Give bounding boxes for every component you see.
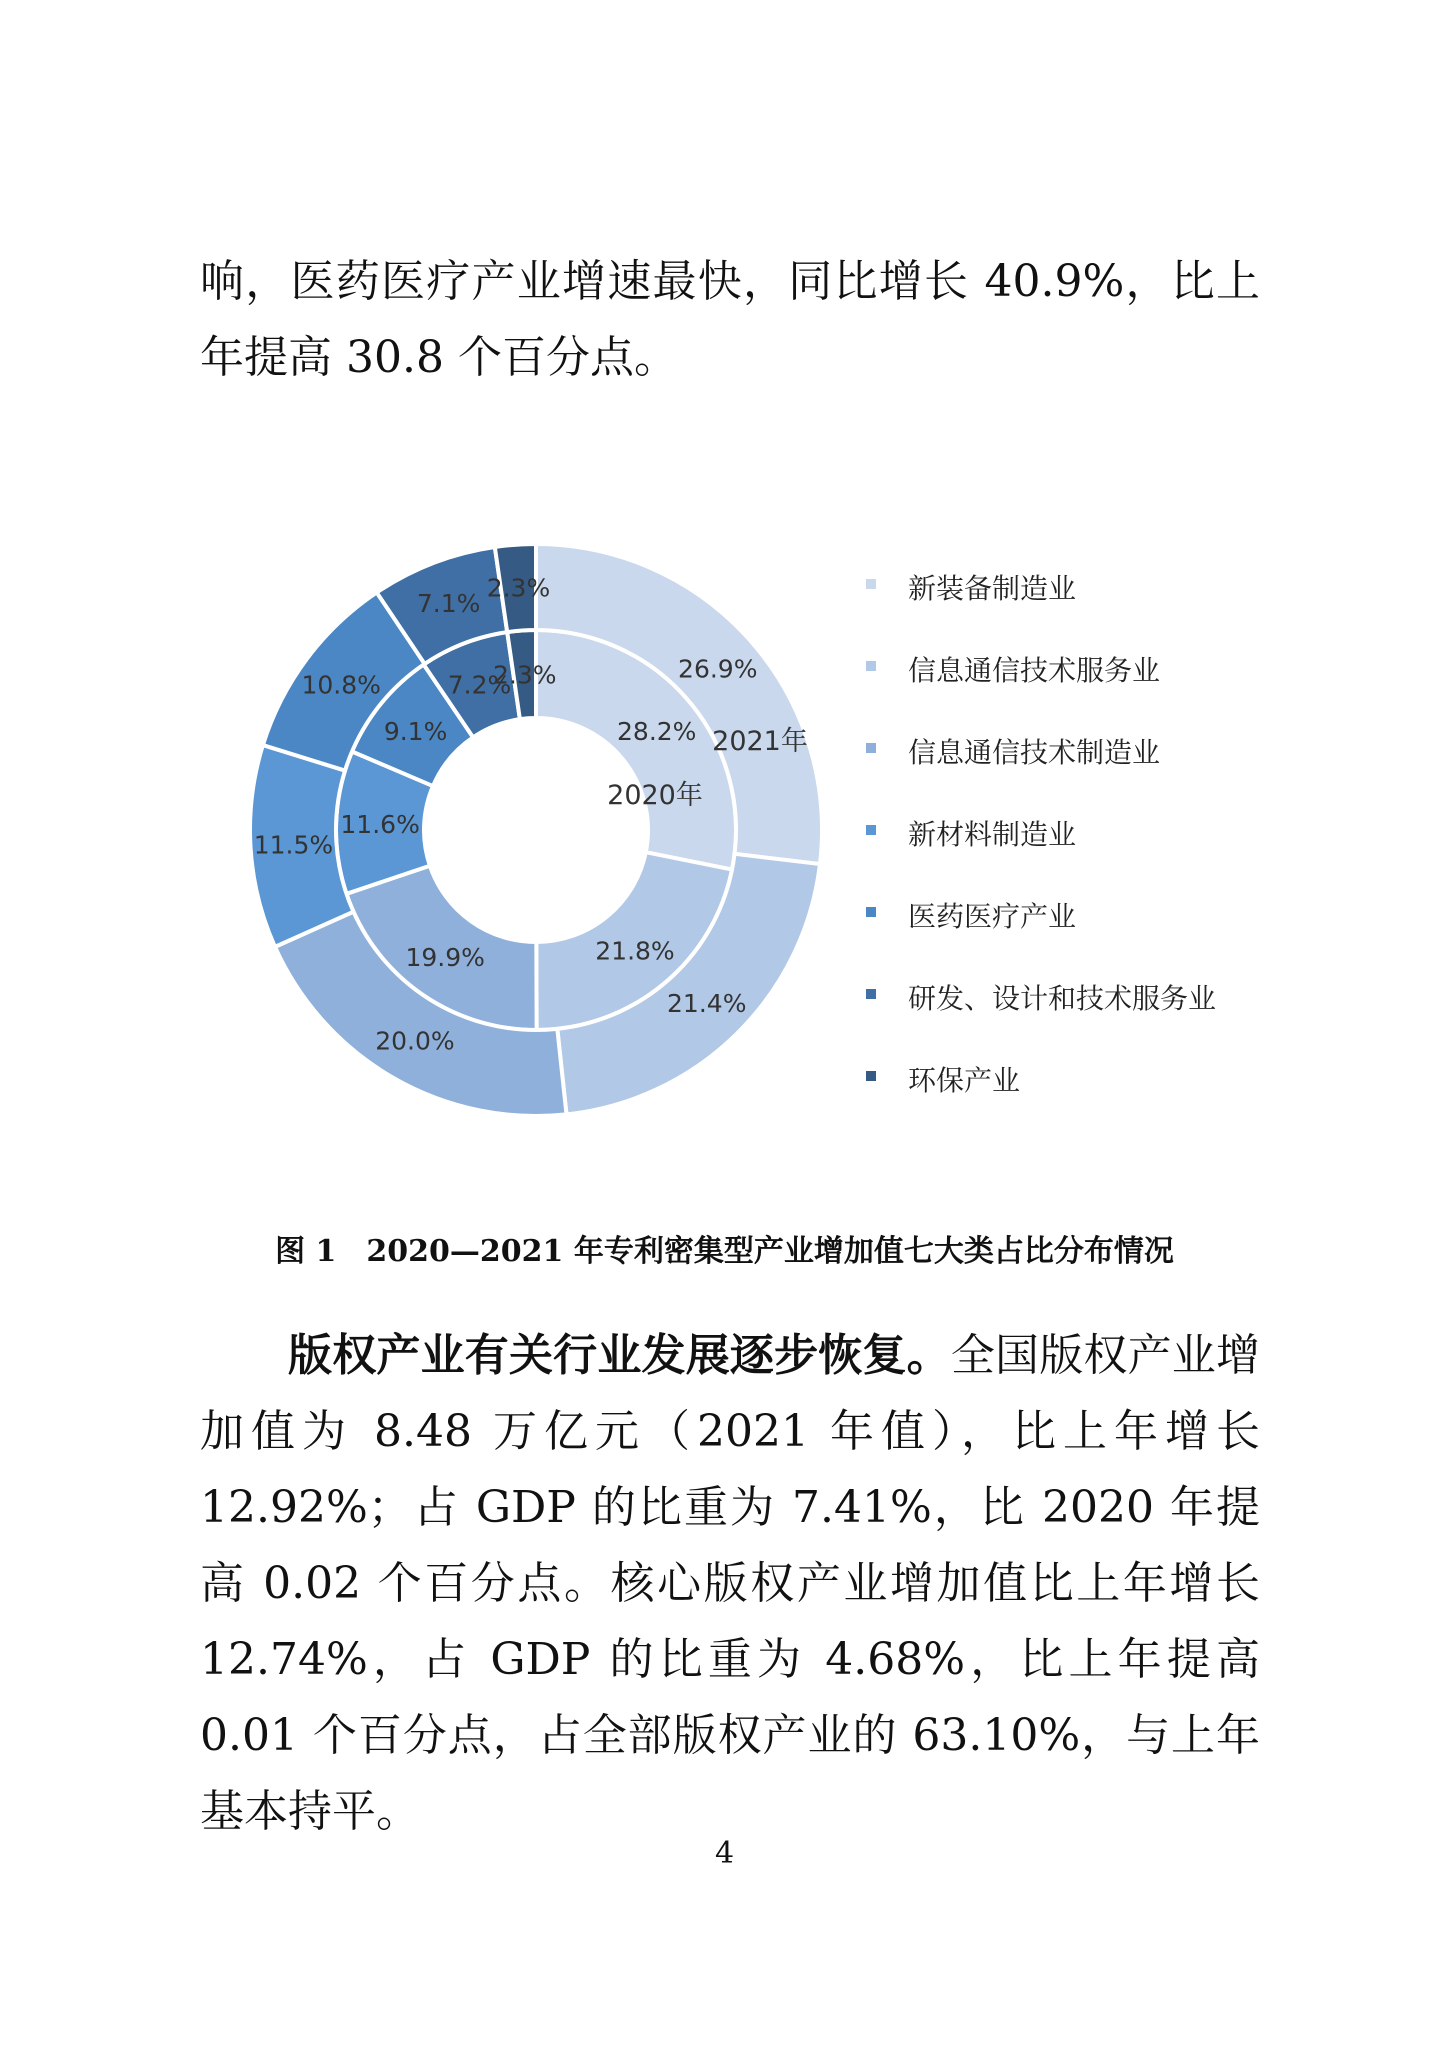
- slice-label: 26.9%: [678, 654, 758, 684]
- slice-label: 21.8%: [595, 936, 675, 966]
- paragraph-lead: 版权产业有关行业发展逐步恢复。: [288, 1330, 951, 1381]
- page-number: 4: [714, 1836, 735, 1871]
- legend-item-label: 新装备制造业: [908, 572, 1077, 605]
- slice-label: 19.9%: [405, 942, 485, 972]
- slice-label: 21.4%: [667, 988, 747, 1018]
- legend-swatch: [866, 825, 876, 835]
- legend-swatch: [866, 989, 876, 999]
- slice-label: 11.5%: [253, 830, 334, 860]
- legend-item-label: 医药医疗产业: [908, 900, 1077, 933]
- legend-swatch: [866, 743, 876, 753]
- slice-label: 28.2%: [617, 717, 697, 747]
- slice-label: 2.3%: [486, 573, 551, 603]
- legend-item-label: 环保产业: [908, 1064, 1021, 1097]
- series-label-2021: 2021年: [712, 726, 808, 757]
- legend-item-label: 信息通信技术制造业: [908, 736, 1161, 769]
- slice-label: 2.3%: [492, 660, 557, 690]
- legend-swatch: [866, 661, 876, 671]
- slice-label: 10.8%: [301, 670, 381, 700]
- copyright-paragraph: [200, 1318, 1260, 1850]
- legend-item-label: 研发、设计和技术服务业: [908, 982, 1217, 1015]
- slice-label: 9.1%: [383, 716, 448, 746]
- paragraph-body: 全国版权产业增加值为 8.48 万亿元（2021 年值），比上年增长 12.92%；占 GDP 的比重为 7.41%，比 2020 年提高 0.02 个百分点。核心版权产业增加值比上年增长 12.74%，占 GDP 的比重为 4.68%，比上年提高 0.01 个百分点，占全部版权产业的 63.10%，与上年基本持平。: [200, 1330, 1261, 1837]
- legend-item-label: 新材料制造业: [908, 818, 1077, 851]
- slice-label: 7.1%: [416, 589, 481, 619]
- legend-swatch: [866, 907, 876, 917]
- slice-label: 7.2%: [447, 670, 512, 700]
- donut-chart: [0, 520, 1449, 1140]
- figure-caption: 图 1 2020—2021 年专利密集型产业增加值七大类占比分布情况: [275, 1234, 1174, 1269]
- intro-paragraph: 响，医药医疗产业增速最快，同比增长 40.9%，比上年提高 30.8 个百分点。: [200, 256, 1260, 383]
- series-label-2020: 2020年: [607, 780, 703, 811]
- legend-swatch: [866, 1071, 876, 1081]
- legend-swatch: [866, 579, 876, 589]
- slice-label: 11.6%: [340, 809, 420, 839]
- slice-label: 20.0%: [375, 1026, 455, 1056]
- legend-item-label: 信息通信技术服务业: [908, 654, 1161, 687]
